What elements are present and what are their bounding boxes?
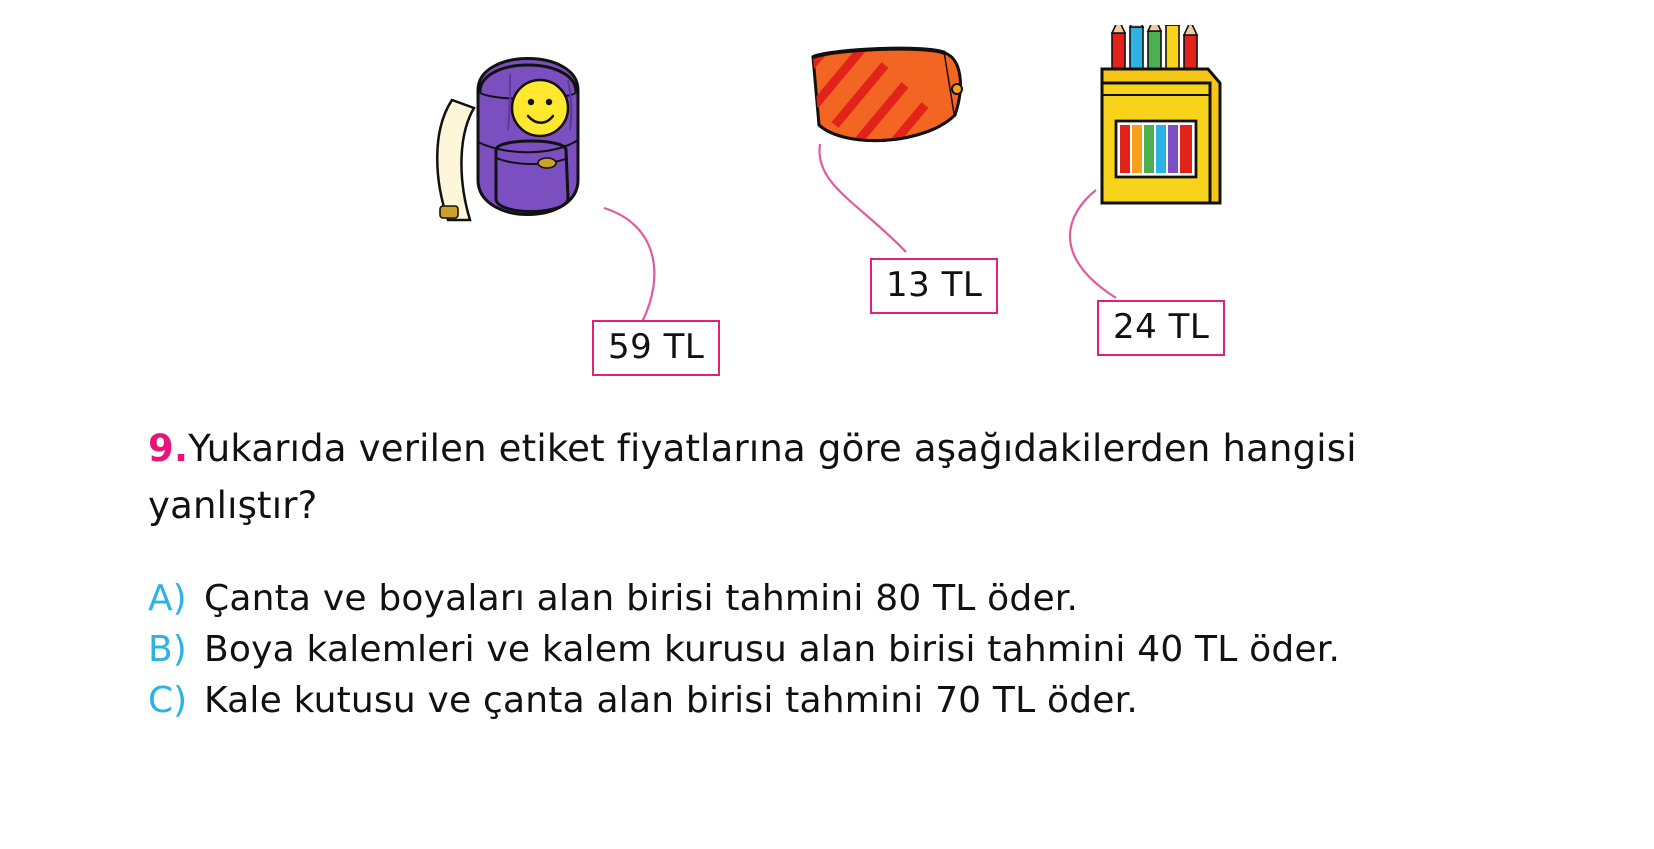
question-number: 9. [148,427,189,470]
price-tag-crayon-box: 24 TL [1097,300,1225,356]
question-text-line-1: Yukarıda verilen etiket fiyatlarına göre aşağıdakilerden hangisi [188,427,1357,470]
price-tag-backpack: 59 TL [592,320,720,376]
option-a-letter: A) [148,578,187,619]
option-c-letter: C) [148,680,188,721]
pencil-case-icon [805,45,980,165]
option-a-text: Çanta ve boyaları alan birisi tahmini 80 TL öder. [204,578,1079,619]
crayon-box-icon [1090,25,1230,215]
option-b-letter: B) [148,629,187,670]
option-c[interactable] [148,680,1598,721]
price-tag-pencil-case: 13 TL [870,258,998,314]
option-b[interactable] [148,629,1598,670]
options-list [148,578,1598,731]
option-b-text: Boya kalemleri ve kalem kurusu alan birisi tahmini 40 TL öder. [204,629,1341,670]
backpack-icon [418,30,648,250]
question-block [148,420,1548,535]
question-text-line-2: yanlıştır? [148,484,318,528]
option-c-text: Kale kutusu ve çanta alan birisi tahmini 70 TL öder. [204,680,1138,721]
option-a[interactable] [148,578,1598,619]
illustration-area [0,0,1654,390]
question-line-1 [148,420,1548,477]
